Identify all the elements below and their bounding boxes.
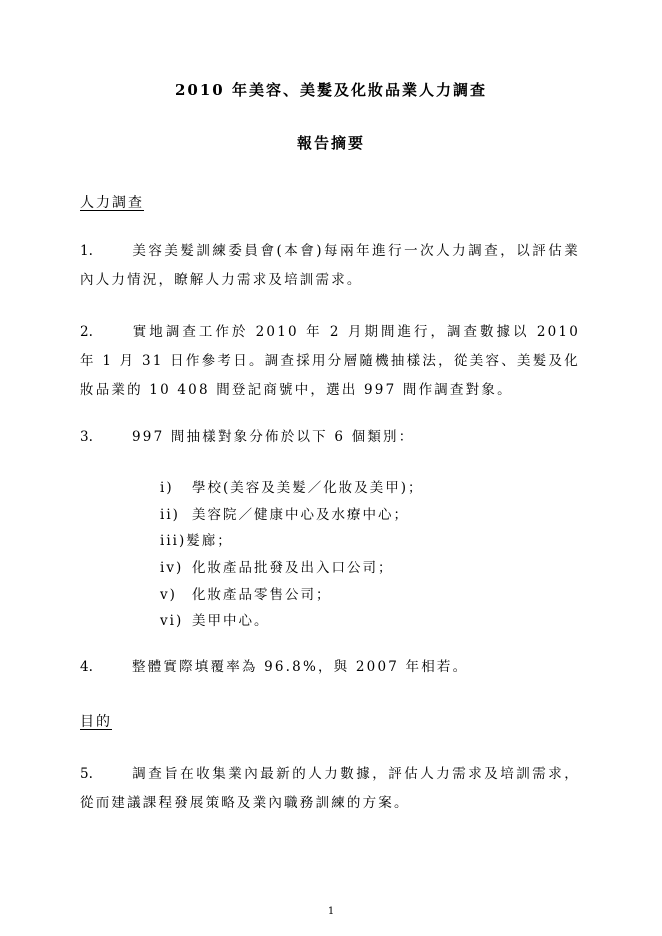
section-heading-manpower-survey: 人力調查: [80, 195, 144, 211]
list-item-text: 學校(美容及美髮／化妝及美甲)；: [192, 480, 424, 496]
paragraph-3: [80, 423, 580, 452]
report-title: 2010 年美容、美髮及化妝品業人力調查: [175, 81, 487, 99]
list-item: [160, 502, 424, 529]
paragraph-number: 3.: [80, 429, 93, 445]
list-item-text: 美甲中心。: [192, 613, 270, 630]
list-marker: vi): [160, 613, 184, 630]
list-marker: i): [160, 480, 174, 496]
list-item-text: 美容院／健康中心及水療中心；: [192, 506, 409, 523]
list-item: [160, 608, 424, 635]
paragraph-number: 5.: [80, 766, 93, 782]
paragraph-number: 4.: [80, 659, 93, 675]
category-list: [160, 475, 424, 635]
list-marker: iv): [160, 560, 184, 577]
list-marker: ii): [160, 506, 180, 523]
paragraph-text: 調查旨在收集業內最新的人力數據，評估人力需求及培訓需求，從而建議課程發展策略及業內職務訓練的方案。: [80, 766, 580, 811]
section-heading-objective: 目的: [80, 714, 112, 730]
list-item: [160, 555, 424, 582]
list-item: [160, 528, 424, 555]
paragraph-text: 997 間抽樣對象分佈於以下 6 個類別：: [132, 429, 415, 445]
report-subtitle: 報告摘要: [296, 134, 365, 152]
paragraph-2: [80, 318, 580, 405]
paragraph-number: 1.: [80, 243, 93, 259]
list-marker: v): [160, 586, 177, 603]
list-item: [160, 475, 424, 502]
page-number: 1: [327, 906, 335, 917]
list-item-text: 髮廊；: [186, 533, 233, 550]
paragraph-number: 2.: [80, 324, 93, 340]
paragraph-4: [80, 653, 580, 682]
list-item: [160, 582, 424, 609]
paragraph-text: 實地調查工作於 2010 年 2 月期間進行，調查數據以 2010 年 1 月 31 日作參考日。調查採用分層隨機抽樣法，從美容、美髮及化妝品業的 10 408 間登記商號中，選出 997 間作調查對象。: [80, 324, 580, 398]
list-marker: iii): [160, 533, 187, 550]
paragraph-text: 美容美髮訓練委員會(本會)每兩年進行一次人力調查，以評估業內人力情況，瞭解人力需求及培訓需求。: [80, 243, 580, 288]
list-item-text: 化妝產品零售公司；: [192, 586, 332, 603]
paragraph-5: [80, 760, 580, 818]
paragraph-text: 整體實際填覆率為 96.8%，與 2007 年相若。: [132, 659, 469, 675]
paragraph-1: [80, 237, 580, 295]
list-item-text: 化妝產品批發及出入口公司；: [192, 560, 394, 577]
